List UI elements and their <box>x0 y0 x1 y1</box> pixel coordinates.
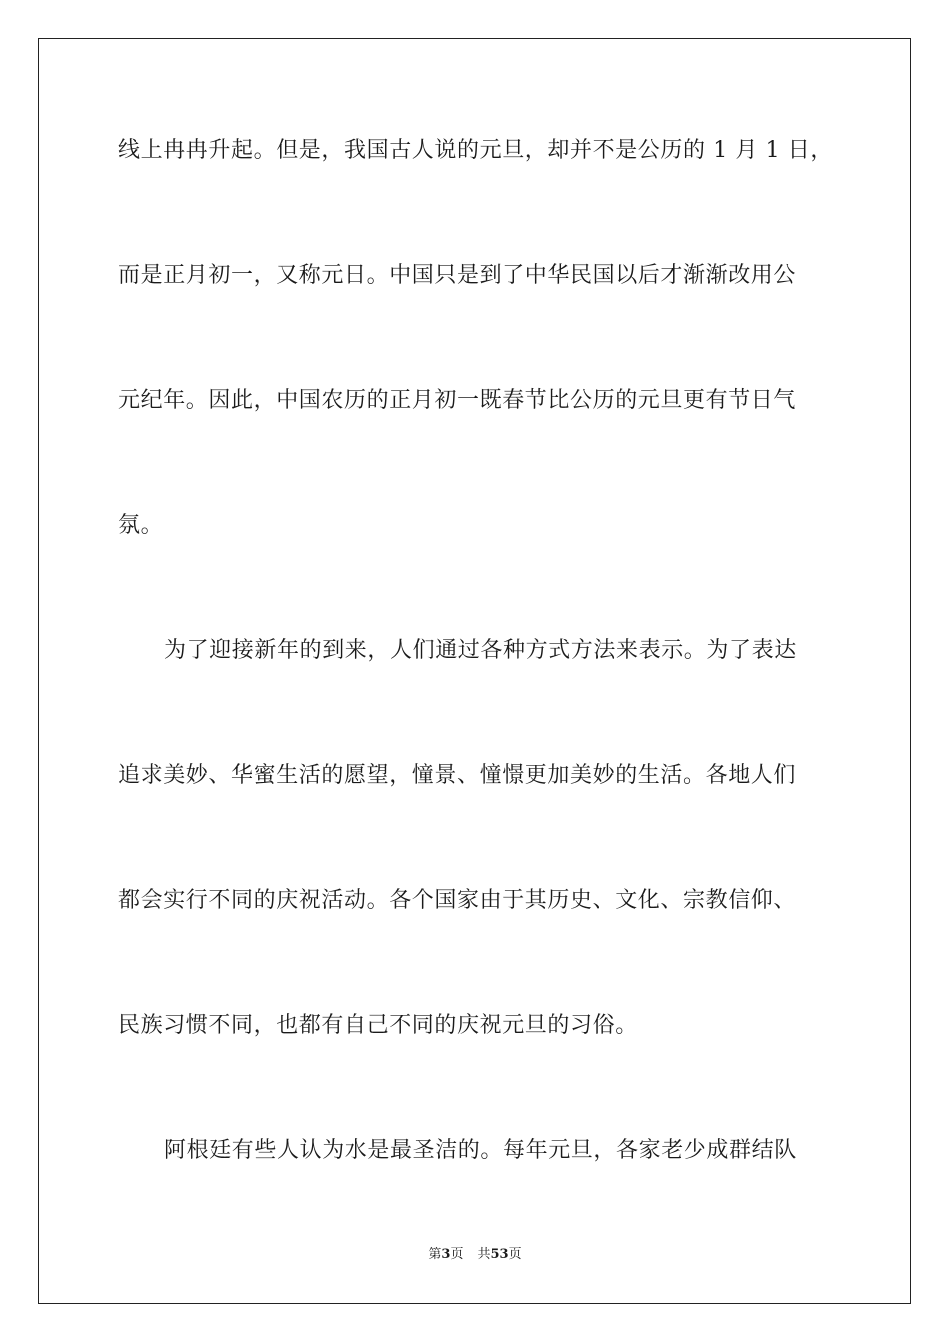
page-border <box>38 38 911 1304</box>
text-line: 都会实行不同的庆祝活动。各个国家由于其历史、文化、宗教信仰、 <box>118 888 797 913</box>
text-line: 追求美妙、华蜜生活的愿望，憧景、憧憬更加美妙的生活。各地人们 <box>118 763 797 788</box>
text-line: 氛。 <box>118 513 164 538</box>
total-pages: 53 <box>490 1247 509 1262</box>
total-prefix: 共 <box>477 1247 491 1262</box>
total-suffix: 页 <box>508 1247 522 1262</box>
paragraph-first-line: 为了迎接新年的到来，人们通过各种方式方法来表示。为了表达 <box>164 638 797 663</box>
paragraph-first-line: 阿根廷有些人认为水是最圣洁的。每年元旦，各家老少成群结队 <box>164 1138 797 1163</box>
page-footer <box>0 1246 950 1264</box>
text-line: 线上冉冉升起。但是，我国古人说的元旦，却并不是公历的 1 月 1 日， <box>118 138 833 163</box>
page-suffix: 页 <box>450 1247 464 1262</box>
page-number: 3 <box>441 1247 451 1262</box>
text-line: 而是正月初一，又称元日。中国只是到了中华民国以后才渐渐改用公 <box>118 263 797 288</box>
text-line: 民族习惯不同，也都有自己不同的庆祝元旦的习俗。 <box>118 1013 638 1038</box>
text-line: 元纪年。因此，中国农历的正月初一既春节比公历的元旦更有节日气 <box>118 388 797 413</box>
page-prefix: 第 <box>428 1247 442 1262</box>
